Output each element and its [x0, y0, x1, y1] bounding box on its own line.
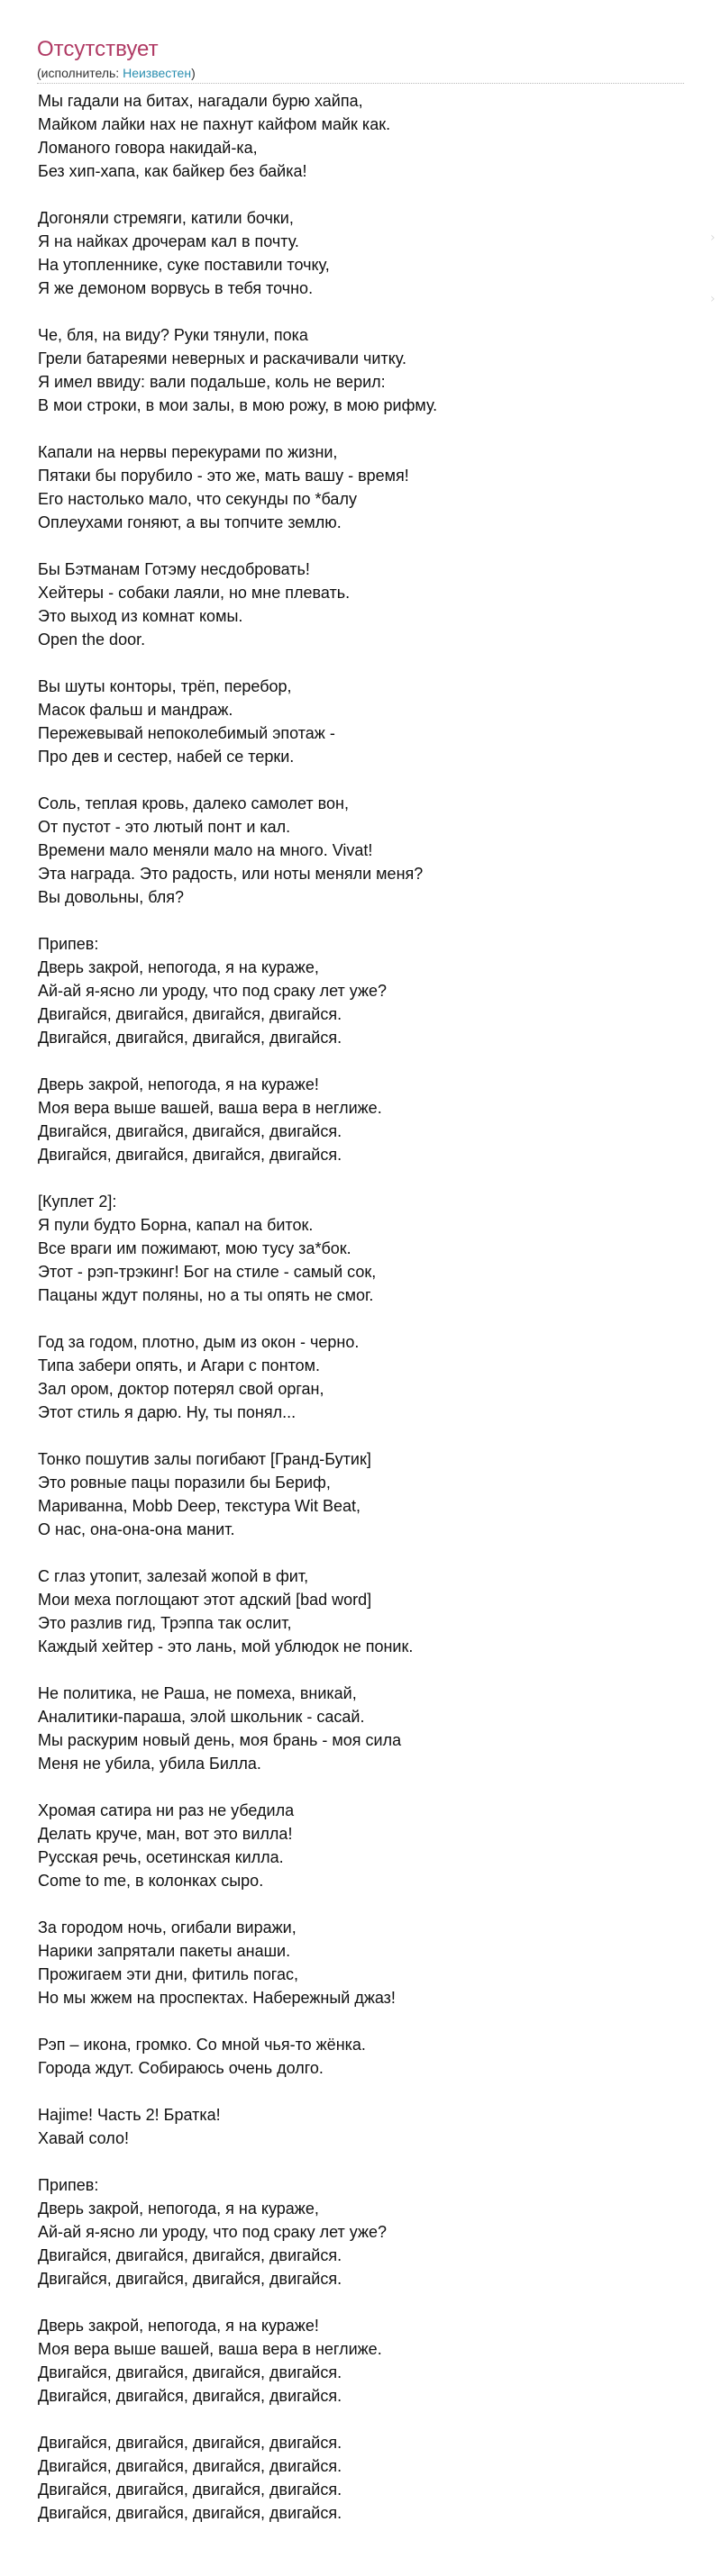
lyric-line: Каждый хейтер - это лань, мой ублюдок не поник. [38, 1637, 414, 1655]
lyric-line: Вы довольны, бля? [38, 888, 184, 906]
lyric-line: Двигайся, двигайся, двигайся, двигайся. [38, 2387, 342, 2405]
stanza [38, 1682, 687, 1775]
lyric-line: Двигайся, двигайся, двигайся, двигайся. [38, 1005, 342, 1023]
lyric-line: Нарики запрятали пакеты анаши. [38, 1942, 291, 1960]
lyric-line: Двигайся, двигайся, двигайся, двигайся. [38, 2246, 342, 2264]
song-title: Отсутствует [37, 37, 159, 61]
lyric-line: Я на найках дрочерам кал в почту. [38, 232, 299, 250]
lyric-line: Двигайся, двигайся, двигайся, двигайся. [38, 2363, 342, 2381]
lyric-line: Двигайся, двигайся, двигайся, двигайся. [38, 1122, 342, 1140]
lyric-line: Ай-ай я-ясно ли уроду, что под сраку лет уже? [38, 2223, 388, 2241]
lyric-line: Про дев и сестер, набей се терки. [38, 748, 295, 766]
lyric-line: Мои меха поглощают этот адский [bad word] [38, 1591, 372, 1609]
lyric-line: Мариванна, Mobb Deep, текстура Wit Beat, [38, 1497, 361, 1515]
lyric-line: Двигайся, двигайся, двигайся, двигайся. [38, 1146, 342, 1164]
lyric-line: Это выход из комнат комы. [38, 607, 243, 625]
stanza [38, 1073, 687, 1166]
lyrics-body [38, 89, 687, 2548]
lyric-line: Это разлив гид, Трэппа так ослит, [38, 1614, 292, 1632]
lyric-line: Грели батареями неверных и раскачивали читку. [38, 349, 406, 367]
lyric-line: Хавай соло! [38, 2129, 129, 2147]
edge-chevron-icon: › [710, 292, 716, 306]
lyric-line: Времени мало меняли мало на много. Vivat! [38, 841, 373, 859]
lyric-line: Типа забери опять, и Агари с понтом. [38, 1356, 321, 1374]
stanza [38, 792, 687, 909]
lyric-line: Open the door. [38, 630, 146, 649]
lyric-line: Двигайся, двигайся, двигайся, двигайся. [38, 2481, 342, 2499]
lyric-line: Русская речь, осетинская килла. [38, 1848, 284, 1866]
artist-prefix: (исполнитель: [37, 66, 123, 80]
lyric-line: Я пули будто Борна, капал на биток. [38, 1216, 314, 1234]
lyric-line: Двигайся, двигайся, двигайся, двигайся. [38, 2270, 342, 2288]
lyric-line: О нас, она-она-она манит. [38, 1520, 235, 1538]
stanza [38, 1330, 687, 1424]
lyric-line: Come to me, в колонках сыро. [38, 1872, 264, 1890]
stanza [38, 2431, 687, 2525]
lyric-line: Догоняли стремяги, катили бочки, [38, 209, 294, 227]
lyric-line: Пятаки бы порубило - это же, мать вашу - время! [38, 467, 409, 485]
lyric-line: Двигайся, двигайся, двигайся, двигайся. [38, 2504, 342, 2522]
lyric-line: Хромая сатира ни раз не убедила [38, 1801, 295, 1819]
lyric-line: Припев: [38, 935, 99, 953]
stanza [38, 323, 687, 417]
artist-line [37, 65, 196, 81]
lyric-line: Моя вера выше вашей, ваша вера в неглиже. [38, 2340, 382, 2358]
lyric-line: Меня не убила, убила Билла. [38, 1755, 261, 1773]
lyric-line: Ломаного говора накидай-ка, [38, 139, 258, 157]
lyric-line: Двигайся, двигайся, двигайся, двигайся. [38, 1029, 342, 1047]
lyric-line: Год за годом, плотно, дым из окон - черно. [38, 1333, 360, 1351]
lyric-line: Hajime! Часть 2! Братка! [38, 2106, 221, 2124]
lyric-line: Рэп – икона, громко. Со мной чья-то жёнка. [38, 2036, 366, 2054]
lyric-line: Масок фальш и мандраж. [38, 701, 233, 719]
lyric-line: Ай-ай я-ясно ли уроду, что под сраку лет уже? [38, 982, 388, 1000]
lyric-line: Этот стиль я дарю. Ну, ты понял... [38, 1403, 297, 1421]
lyric-line: Дверь закрой, непогода, я на кураже! [38, 1075, 319, 1093]
lyric-line: Дверь закрой, непогода, я на кураже, [38, 958, 319, 976]
edge-chevron-icon: › [710, 231, 716, 245]
lyric-line: За городом ночь, огибали виражи, [38, 1918, 297, 1937]
stanza [38, 2103, 687, 2150]
lyric-line: Эта награда. Это радость, или ноты меняли меня? [38, 865, 424, 883]
stanza [38, 1447, 687, 1541]
lyric-line: Мы гадали на битах, нагадали бурю хайпа, [38, 92, 363, 110]
lyric-line: Че, бля, на виду? Руки тянули, пока [38, 326, 308, 344]
lyric-line: Моя вера выше вашей, ваша вера в неглиже. [38, 1099, 382, 1117]
lyric-line: Его настолько мало, что секунды по *балу [38, 490, 357, 508]
lyric-line: Мы раскурим новый день, моя брань - моя сила [38, 1731, 402, 1749]
lyric-line: Этот - рэп-трэкинг! Бог на стиле - самый сок, [38, 1263, 377, 1281]
lyric-line: Не политика, не Раша, не помеха, вникай, [38, 1684, 357, 1702]
lyric-line: Оплеухами гоняют, а вы топчите землю. [38, 513, 342, 531]
stanza [38, 1916, 687, 2009]
lyric-line: Припев: [38, 2176, 99, 2194]
lyric-line: Все враги им пожимают, мою тусу за*бок. [38, 1239, 351, 1257]
stanza [38, 2314, 687, 2408]
lyric-line: Я имел ввиду: вали подальше, коль не верил: [38, 373, 386, 391]
lyric-line: Дверь закрой, непогода, я на кураже, [38, 2200, 319, 2218]
lyric-line: Но мы жжем на проспектах. Набережный джаз! [38, 1989, 396, 2007]
lyric-line: От пустот - это лютый понт и кал. [38, 818, 291, 836]
stanza [38, 206, 687, 300]
stanza [38, 1190, 687, 1307]
lyric-line: Двигайся, двигайся, двигайся, двигайся. [38, 2434, 342, 2452]
lyric-line: Я же демоном ворвусь в тебя точно. [38, 279, 314, 297]
lyric-line: На утопленнике, суке поставили точку, [38, 256, 330, 274]
lyric-line: Соль, теплая кровь, далеко самолет вон, [38, 794, 349, 812]
stanza [38, 932, 687, 1049]
lyric-line: Зал ором, доктор потерял свой орган, [38, 1380, 324, 1398]
lyric-line: Аналитики-параша, элой школьник - сасай. [38, 1708, 365, 1726]
lyric-line: Делать круче, ман, вот это вилла! [38, 1825, 293, 1843]
lyric-line: Дверь закрой, непогода, я на кураже! [38, 2317, 319, 2335]
lyric-line: Майком лайки нах не пахнут кайфом майк как. [38, 115, 391, 133]
lyric-line: Города ждут. Собираюсь очень долго. [38, 2059, 324, 2077]
lyric-line: Капали на нервы перекурами по жизни, [38, 443, 338, 461]
lyric-line: [Куплет 2]: [38, 1193, 117, 1211]
lyric-line: Тонко пошутив залы погибают [Гранд-Бутик] [38, 1450, 371, 1468]
lyric-line: Бы Бэтманам Готэму несдобровать! [38, 560, 310, 578]
title-divider [37, 83, 684, 84]
stanza [38, 558, 687, 651]
stanza [38, 1565, 687, 1658]
stanza [38, 440, 687, 534]
stanza [38, 1799, 687, 1892]
stanza [38, 2033, 687, 2080]
stanza [38, 89, 687, 183]
lyric-line: Хейтеры - собаки лаяли, но мне плевать. [38, 584, 351, 602]
artist-link[interactable]: Неизвестен [123, 66, 192, 80]
lyric-line: Пережевывай непоколебимый эпотаж - [38, 724, 335, 742]
stanza [38, 675, 687, 768]
artist-suffix: ) [191, 66, 196, 80]
lyric-line: В мои строки, в мои залы, в мою рожу, в мою рифму. [38, 396, 438, 414]
lyric-line: Двигайся, двигайся, двигайся, двигайся. [38, 2457, 342, 2475]
lyric-line: Вы шуты конторы, трёп, перебор, [38, 677, 292, 695]
lyric-line: Это ровные пацы поразили бы Бериф, [38, 1474, 331, 1492]
lyric-line: Без хип-хапа, как байкер без байка! [38, 162, 307, 180]
lyric-line: Пацаны ждут поляны, но а ты опять не смог. [38, 1286, 374, 1304]
lyric-line: С глаз утопит, залезай жопой в фит, [38, 1567, 309, 1585]
lyric-line: Прожигаем эти дни, фитиль погас, [38, 1965, 298, 1983]
stanza [38, 2173, 687, 2290]
